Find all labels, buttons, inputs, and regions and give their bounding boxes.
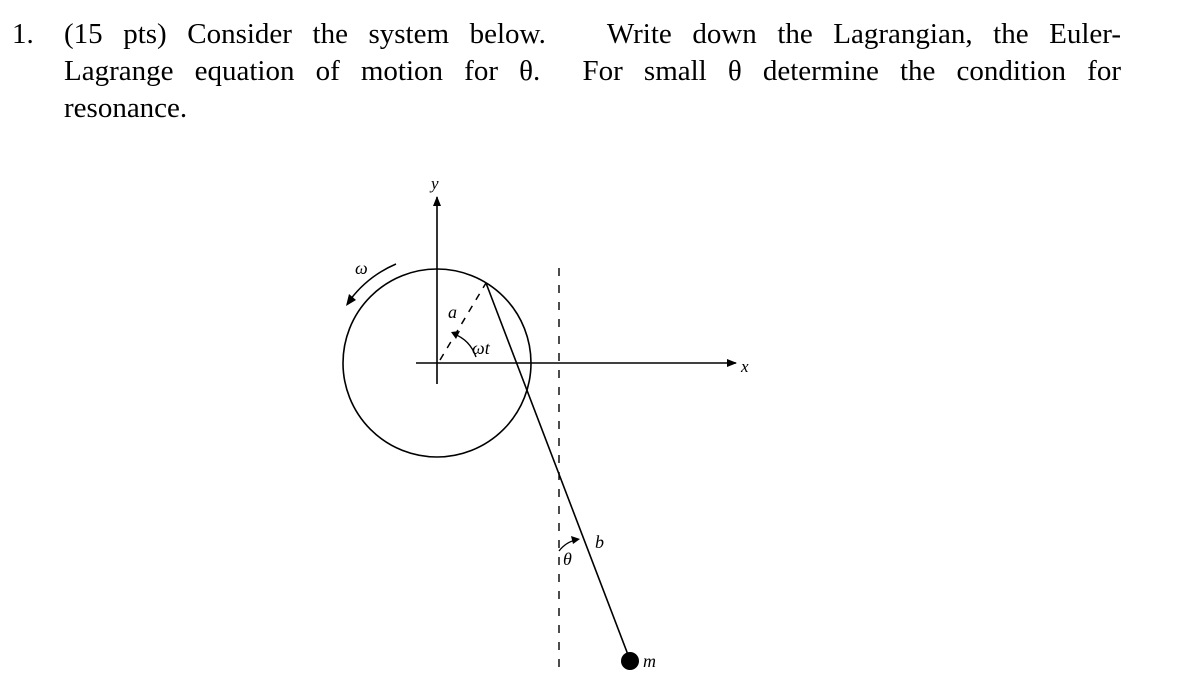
theta-arrowhead — [571, 536, 580, 544]
problem-text-line-1: (15 pts) Consider the system below. Write down the Lagrangian, the Euler- — [64, 18, 1121, 50]
length-label: b — [595, 532, 604, 552]
omega-t-arrowhead — [451, 331, 460, 339]
omega-label: ω — [355, 258, 368, 278]
y-axis-label: y — [431, 174, 439, 193]
rotation-arrowhead — [346, 294, 356, 306]
problem-number: 1. — [12, 18, 34, 50]
mass-bob — [621, 652, 639, 670]
omega-t-label: ωt — [472, 338, 490, 358]
theta-label: θ — [563, 549, 572, 569]
mass-label: m — [643, 651, 656, 671]
problem-text-line-2: Lagrange equation of motion for θ. For small θ determine the condition for — [64, 55, 1121, 87]
pendulum-rod — [486, 283, 630, 660]
problem-text-line-3: resonance. — [64, 92, 188, 124]
radius-label: a — [448, 302, 457, 322]
x-axis-label: x — [741, 357, 749, 376]
